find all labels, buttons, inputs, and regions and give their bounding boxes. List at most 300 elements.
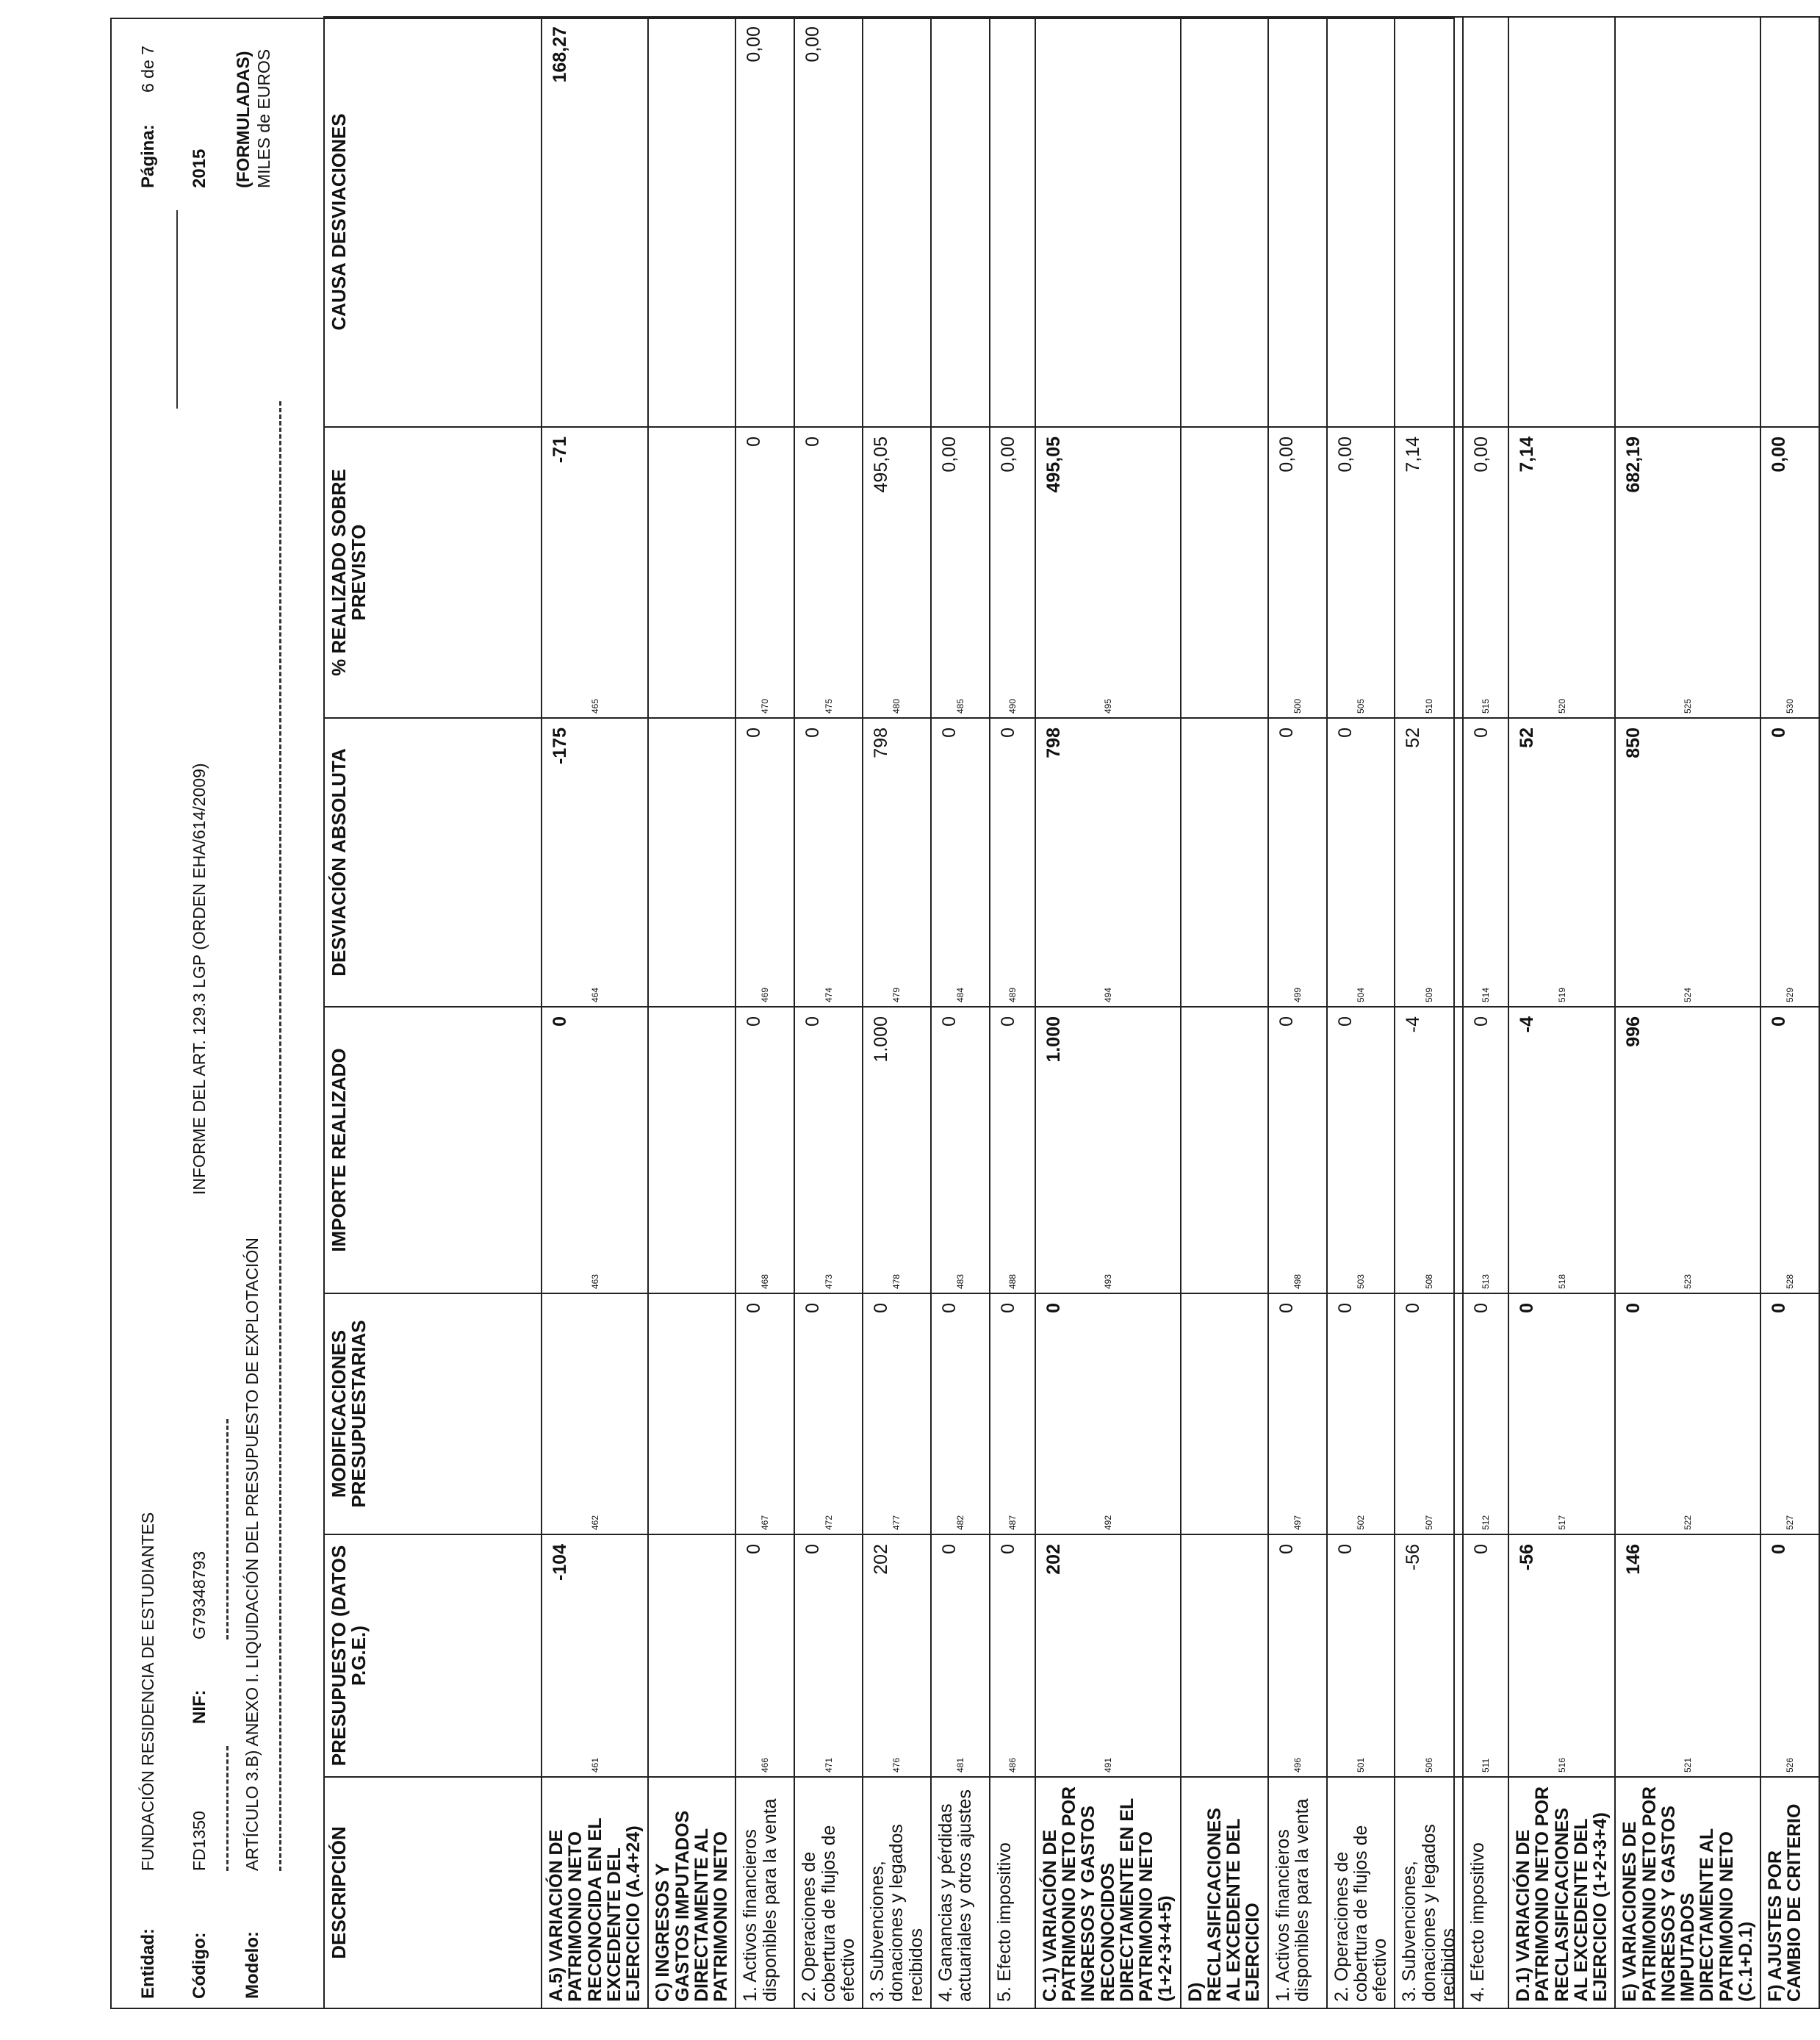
value-cell	[931, 427, 990, 718]
value-cell	[1508, 1293, 1615, 1534]
value-cell	[542, 1007, 648, 1293]
cell-code: 502	[1355, 1515, 1366, 1530]
value-cell	[1615, 1293, 1760, 1534]
cell-code: 491	[1102, 1757, 1113, 1773]
cell-value: 0	[1276, 1016, 1297, 1027]
empty-cell	[1181, 427, 1268, 718]
table-row	[1327, 17, 1395, 2008]
cause-cell	[735, 17, 794, 427]
value-cell	[1615, 427, 1760, 718]
row-description: 2. Operaciones de cobertura de flujos de efectivo	[794, 1777, 863, 2008]
col-porcentaje: % REALIZADO SOBRE PREVISTO	[324, 427, 542, 718]
cell-value: 0,00	[1769, 437, 1789, 473]
unidades: MILES de EUROS	[254, 49, 273, 188]
pagina-value: 6 de 7	[138, 46, 157, 93]
cause-cell	[1181, 17, 1268, 427]
row-description: 4. Efecto impositivo	[1463, 1777, 1508, 2008]
cell-value	[1395, 18, 1403, 426]
value-cell	[1463, 427, 1508, 718]
table-row	[735, 17, 794, 2008]
cell-value	[990, 18, 998, 426]
cell-code: 471	[823, 1757, 834, 1773]
value-cell	[863, 427, 931, 718]
cell-value	[863, 18, 871, 426]
cause-cell	[794, 17, 863, 427]
informe-title: INFORME DEL ART. 129.3 LGP (ORDEN EHA/614/2009)	[190, 763, 209, 1195]
cause-cell	[648, 17, 735, 427]
cell-value: 0	[1043, 1303, 1064, 1313]
cell-value: 0	[1471, 1016, 1492, 1027]
value-cell	[1035, 1293, 1181, 1534]
value-cell	[1268, 1293, 1327, 1534]
cell-value: 850	[1623, 728, 1644, 758]
cell-value: 0,00	[997, 437, 1018, 473]
cell-code: 496	[1292, 1757, 1303, 1773]
row-description: D) RECLASIFICACIONES AL EXCEDENTE DEL EJERCICIO	[1181, 1777, 1268, 2008]
cell-code: 520	[1556, 698, 1567, 714]
table-row	[1760, 17, 1819, 2008]
value-cell	[1268, 1007, 1327, 1293]
value-cell	[1395, 718, 1463, 1007]
col-presupuesto: PRESUPUESTO (DATOS P.G.E.)	[324, 1534, 542, 1777]
cell-value: 0	[1769, 1544, 1789, 1554]
cause-cell	[1463, 17, 1508, 427]
table-row	[648, 17, 735, 2008]
cell-value: -4	[1403, 1016, 1424, 1033]
value-cell	[542, 1534, 648, 1777]
cause-cell	[542, 17, 648, 427]
value-cell	[1395, 1293, 1463, 1534]
table-row	[990, 17, 1035, 2008]
value-cell	[990, 1007, 1035, 1293]
value-cell	[735, 1293, 794, 1534]
cell-value: 0	[802, 1016, 824, 1027]
row-description: C) INGRESOS Y GASTOS IMPUTADOS DIRECTAMENTE AL PATRIMONIO NETO	[648, 1777, 735, 2008]
cell-value: 0	[997, 1303, 1018, 1313]
row-description: D.1) VARIACIÓN DE PATRIMONIO NETO POR RECLASIFICACIONES AL EXCEDENTE DEL EJERCICIO (1+2+3+4)	[1508, 1777, 1615, 2008]
cell-code: 516	[1556, 1757, 1567, 1773]
value-cell	[794, 427, 863, 718]
value-cell	[1508, 427, 1615, 718]
cell-value: -4	[1517, 1016, 1537, 1033]
table-row	[1508, 17, 1615, 2008]
table-row	[794, 17, 863, 2008]
cell-value	[1509, 18, 1517, 426]
cell-value: -71	[550, 437, 570, 464]
cell-code: 464	[589, 987, 600, 1002]
cell-value	[1269, 18, 1276, 426]
cell-code: 528	[1785, 1274, 1795, 1289]
empty-cell	[648, 1534, 735, 1777]
col-importe: IMPORTE REALIZADO	[324, 1007, 542, 1293]
cell-code: 472	[823, 1515, 834, 1530]
cell-value: 0,00	[1276, 437, 1297, 473]
cell-value: 52	[1517, 728, 1537, 748]
cell-value: 0	[802, 1303, 824, 1313]
row-description: 3. Subvenciones, donaciones y legados recibidos	[1395, 1777, 1463, 2008]
cell-value: 495,05	[1043, 437, 1064, 493]
empty-cell	[1181, 1007, 1268, 1293]
cell-value	[1036, 18, 1043, 426]
cell-value: 1.000	[871, 1016, 891, 1063]
value-cell	[1463, 1007, 1508, 1293]
cell-value: 0	[871, 1303, 891, 1313]
cell-code: 518	[1556, 1274, 1567, 1289]
cell-code: 475	[823, 698, 834, 714]
table-row	[1615, 17, 1760, 2008]
cell-value: 7,14	[1403, 437, 1424, 473]
value-cell	[1508, 1534, 1615, 1777]
value-cell	[1760, 1534, 1819, 1777]
row-description: C.1) VARIACIÓN DE PATRIMONIO NETO POR INGRESOS Y GASTOS RECONOCIDOS DIRECTAMENTE EN EL PATRIMONIO NETO (1+2+3+4+5)	[1035, 1777, 1181, 2008]
value-cell	[990, 427, 1035, 718]
cell-value	[1464, 18, 1471, 426]
cell-code: 468	[760, 1274, 771, 1289]
value-cell	[863, 1293, 931, 1534]
value-cell	[1508, 718, 1615, 1007]
value-cell	[1327, 427, 1395, 718]
cell-code: 479	[891, 987, 902, 1002]
cell-value: 798	[1043, 728, 1064, 758]
cell-value: 202	[871, 1544, 891, 1575]
cell-code: 530	[1785, 698, 1795, 714]
row-description: 3. Subvenciones, donaciones y legados recibidos	[863, 1777, 931, 2008]
cell-code: 500	[1292, 698, 1303, 714]
cell-code: 524	[1683, 987, 1694, 1002]
value-cell	[1395, 1007, 1463, 1293]
entidad-label: Entidad:	[138, 1928, 158, 1999]
cell-code: 478	[891, 1274, 902, 1289]
cell-value: 0	[997, 1544, 1018, 1554]
value-cell	[794, 1007, 863, 1293]
cell-value: 0	[1471, 1544, 1492, 1554]
cause-cell	[1327, 17, 1395, 427]
value-cell	[1463, 718, 1508, 1007]
empty-cell	[648, 718, 735, 1007]
cell-code: 467	[760, 1515, 771, 1530]
cell-value: 0,00	[802, 26, 824, 62]
entidad-value: FUNDACIÓN RESIDENCIA DE ESTUDIANTES	[138, 1512, 157, 1871]
cell-value: 0,00	[938, 437, 960, 473]
cell-value: 0	[802, 728, 824, 738]
cell-code: 505	[1355, 698, 1366, 714]
cell-code: 499	[1292, 987, 1303, 1002]
cell-code: 465	[589, 698, 600, 714]
value-cell	[542, 427, 648, 718]
value-cell	[1463, 1293, 1508, 1534]
value-cell	[794, 1534, 863, 1777]
value-cell	[794, 1293, 863, 1534]
value-cell	[1615, 1534, 1760, 1777]
row-description: 5. Efecto impositivo	[990, 1777, 1035, 2008]
cell-value: 0	[938, 728, 960, 738]
nif-value: G79348793	[190, 1551, 209, 1639]
col-causa: CAUSA DESVIACIONES	[324, 17, 542, 427]
value-cell	[1760, 1293, 1819, 1534]
cell-value	[542, 1294, 550, 1534]
cell-value	[1761, 18, 1769, 426]
value-cell	[990, 1534, 1035, 1777]
value-cell	[863, 1007, 931, 1293]
value-cell	[1327, 1007, 1395, 1293]
cell-code: 515	[1481, 698, 1491, 714]
value-cell	[931, 1293, 990, 1534]
cell-code: 484	[954, 987, 965, 1002]
cell-code: 523	[1683, 1274, 1694, 1289]
cell-code: 529	[1785, 987, 1795, 1002]
row-description: 1. Activos financieros disponibles para la venta	[735, 1777, 794, 2008]
cell-value: 0	[938, 1544, 960, 1554]
value-cell	[1395, 427, 1463, 718]
cell-value	[1328, 18, 1335, 426]
cell-value: 0	[744, 1016, 765, 1027]
cell-value: 0	[1471, 728, 1492, 738]
cell-code: 504	[1355, 987, 1366, 1002]
cell-value: 168,27	[550, 26, 570, 83]
cell-code: 474	[823, 987, 834, 1002]
codigo-dashes	[226, 1746, 229, 1871]
value-cell	[735, 1007, 794, 1293]
cell-code: 526	[1785, 1757, 1795, 1773]
cell-value: 202	[1043, 1544, 1064, 1575]
value-cell	[1327, 1293, 1395, 1534]
cell-code: 522	[1683, 1515, 1694, 1530]
table-row	[863, 17, 931, 2008]
cell-value: 682,19	[1623, 437, 1644, 493]
cell-code: 490	[1007, 698, 1018, 714]
value-cell	[1395, 1534, 1463, 1777]
value-cell	[1327, 1534, 1395, 1777]
pagina-label: Página:	[138, 124, 158, 188]
cell-code: 509	[1423, 987, 1434, 1002]
cell-code: 501	[1355, 1757, 1366, 1773]
value-cell	[1268, 1534, 1327, 1777]
cell-value	[932, 18, 939, 426]
cell-value: -56	[1403, 1544, 1424, 1571]
col-desviacion: DESVIACIÓN ABSOLUTA	[324, 718, 542, 1007]
value-cell	[1268, 718, 1327, 1007]
cell-value: -104	[550, 1544, 570, 1581]
cell-value: 0	[1276, 728, 1297, 738]
cell-code: 497	[1292, 1515, 1303, 1530]
table-row	[1035, 17, 1181, 2008]
cell-code: 513	[1481, 1274, 1491, 1289]
cell-code: 466	[760, 1757, 771, 1773]
table-row	[542, 17, 648, 2008]
cell-value: 0	[997, 728, 1018, 738]
empty-cell	[1181, 718, 1268, 1007]
cell-value: 0	[1334, 728, 1356, 738]
cell-value: 0	[1403, 1303, 1424, 1313]
cell-value: 0	[1276, 1303, 1297, 1313]
value-cell	[1615, 1007, 1760, 1293]
value-cell	[1760, 427, 1819, 718]
value-cell	[735, 1534, 794, 1777]
cell-code: 492	[1102, 1515, 1113, 1530]
cell-value: 7,14	[1517, 437, 1537, 473]
cell-code: 482	[954, 1515, 965, 1530]
cell-value: 0,00	[744, 26, 765, 62]
value-cell	[990, 1293, 1035, 1534]
cell-value: 0	[1334, 1544, 1356, 1554]
cause-cell	[990, 17, 1035, 427]
cell-code: 473	[823, 1274, 834, 1289]
value-cell	[1035, 1534, 1181, 1777]
value-cell	[735, 427, 794, 718]
cause-cell	[1508, 17, 1615, 427]
cell-value: 798	[871, 728, 891, 758]
cause-cell	[1615, 17, 1760, 427]
cell-value: 0	[744, 437, 765, 447]
value-cell	[1035, 1007, 1181, 1293]
cell-code: 503	[1355, 1274, 1366, 1289]
cell-value: 0	[1334, 1303, 1356, 1313]
cell-code: 511	[1481, 1758, 1491, 1773]
cell-value: 0	[1471, 1303, 1492, 1313]
value-cell	[1508, 1007, 1615, 1293]
cell-value: 0	[1623, 1303, 1644, 1313]
cell-value: 0	[1769, 1303, 1789, 1313]
cell-code: 508	[1423, 1274, 1434, 1289]
row-description: E) VARIACIONES DE PATRIMONIO NETO POR INGRESOS Y GASTOS IMPUTADOS DIRECTAMENTE AL PATRIMONIO NETO (C.1+D.1)	[1615, 1777, 1760, 2008]
row-description: 2. Operaciones de cobertura de flujos de efectivo	[1327, 1777, 1395, 2008]
cell-value: -175	[550, 728, 570, 765]
cause-cell	[1760, 17, 1819, 427]
cell-code: 494	[1102, 987, 1113, 1002]
cell-code: 481	[954, 1757, 965, 1773]
value-cell	[542, 1293, 648, 1534]
cell-value: 0	[744, 1303, 765, 1313]
cell-code: 514	[1481, 987, 1491, 1002]
value-cell	[990, 718, 1035, 1007]
empty-cell	[648, 1007, 735, 1293]
value-cell	[931, 1007, 990, 1293]
col-modificaciones: MODIFICACIONES PRESUPUESTARIAS	[324, 1293, 542, 1534]
budget-table	[323, 16, 1820, 2009]
empty-cell	[648, 1293, 735, 1534]
header-rule	[176, 210, 178, 409]
cell-value: 0	[997, 1016, 1018, 1027]
value-cell	[1268, 427, 1327, 718]
table-header-row	[324, 17, 542, 2008]
cause-cell	[1268, 17, 1327, 427]
cell-value: 495,05	[871, 437, 891, 493]
table-row	[1463, 17, 1508, 2008]
cell-value: 0	[802, 437, 824, 447]
nif-label: NIF:	[190, 1689, 209, 1724]
row-description: 1. Activos financieros disponibles para la venta	[1268, 1777, 1327, 2008]
value-cell	[931, 1534, 990, 1777]
value-cell	[931, 718, 990, 1007]
cause-cell	[1395, 17, 1463, 427]
cell-value: 0	[1334, 1016, 1356, 1027]
cell-value: 0	[550, 1016, 570, 1027]
cell-code: 462	[589, 1515, 600, 1530]
cell-code: 461	[589, 1757, 600, 1773]
cell-code: 489	[1007, 987, 1018, 1002]
value-cell	[1615, 718, 1760, 1007]
empty-cell	[1181, 1293, 1268, 1534]
value-cell	[735, 718, 794, 1007]
cell-value: 1.000	[1043, 1016, 1064, 1063]
row-description: 4. Ganancias y pérdidas actuariales y otros ajustes	[931, 1777, 990, 2008]
formuladas: (FORMULADAS)	[234, 51, 253, 188]
cell-code: 477	[891, 1515, 902, 1530]
cell-code: 480	[891, 698, 902, 714]
cell-value: 0	[1769, 1016, 1789, 1027]
cell-code: 512	[1481, 1515, 1491, 1530]
value-cell	[1463, 1534, 1508, 1777]
cell-value: 0	[938, 1303, 960, 1313]
col-descripcion: DESCRIPCIÓN	[324, 1777, 542, 2008]
cell-code: 469	[760, 987, 771, 1002]
row-description: A.5) VARIACIÓN DE PATRIMONIO NETO RECONOCIDA EN EL EXCEDENTE DEL EJERCICIO (A.4+24)	[542, 1777, 648, 2008]
cell-value: 0	[1276, 1544, 1297, 1554]
nif-dashes	[226, 1419, 229, 1639]
cell-value: 0,00	[1334, 437, 1356, 473]
cell-code: 506	[1423, 1757, 1434, 1773]
cell-value: 996	[1623, 1016, 1644, 1047]
cell-code: 498	[1292, 1274, 1303, 1289]
value-cell	[1327, 718, 1395, 1007]
value-cell	[1035, 427, 1181, 718]
cause-cell	[863, 17, 931, 427]
cell-value: 0	[1769, 728, 1789, 738]
modelo-dashes	[279, 401, 281, 1871]
row-description: F) AJUSTES POR CAMBIO DE CRITERIO	[1760, 1777, 1819, 2008]
cell-value: 0	[938, 1016, 960, 1027]
cell-value: 0	[802, 1544, 824, 1554]
modelo-label: Modelo:	[242, 1931, 262, 1999]
cell-value: 0,00	[1471, 437, 1492, 473]
cell-code: 476	[891, 1757, 902, 1773]
cell-code: 463	[589, 1274, 600, 1289]
value-cell	[1760, 1007, 1819, 1293]
cell-code: 510	[1423, 698, 1434, 714]
cell-value: 0	[1517, 1303, 1537, 1313]
cell-code: 485	[954, 698, 965, 714]
cell-code: 507	[1423, 1515, 1434, 1530]
codigo-value: FD1350	[190, 1811, 209, 1871]
cell-code: 521	[1683, 1757, 1694, 1773]
cell-code: 519	[1556, 987, 1567, 1002]
cell-value: 146	[1623, 1544, 1644, 1575]
cell-value: -56	[1517, 1544, 1537, 1571]
cell-code: 487	[1007, 1515, 1018, 1530]
cause-cell	[1035, 17, 1181, 427]
value-cell	[794, 718, 863, 1007]
cell-value	[1616, 18, 1623, 426]
cell-value: 0	[744, 728, 765, 738]
cell-code: 493	[1102, 1274, 1113, 1289]
empty-cell	[1181, 1534, 1268, 1777]
value-cell	[1760, 718, 1819, 1007]
year: 2015	[190, 148, 209, 188]
cell-value: 52	[1403, 728, 1424, 748]
table-row	[1181, 17, 1268, 2008]
value-cell	[863, 718, 931, 1007]
cell-code: 483	[954, 1274, 965, 1289]
cell-code: 525	[1683, 698, 1694, 714]
cell-value: 0	[744, 1544, 765, 1554]
cause-cell	[931, 17, 990, 427]
cell-code: 495	[1102, 698, 1113, 714]
cell-code: 527	[1785, 1515, 1795, 1530]
value-cell	[863, 1534, 931, 1777]
table-row	[1268, 17, 1327, 2008]
value-cell	[1035, 718, 1181, 1007]
cell-code: 488	[1007, 1274, 1018, 1289]
